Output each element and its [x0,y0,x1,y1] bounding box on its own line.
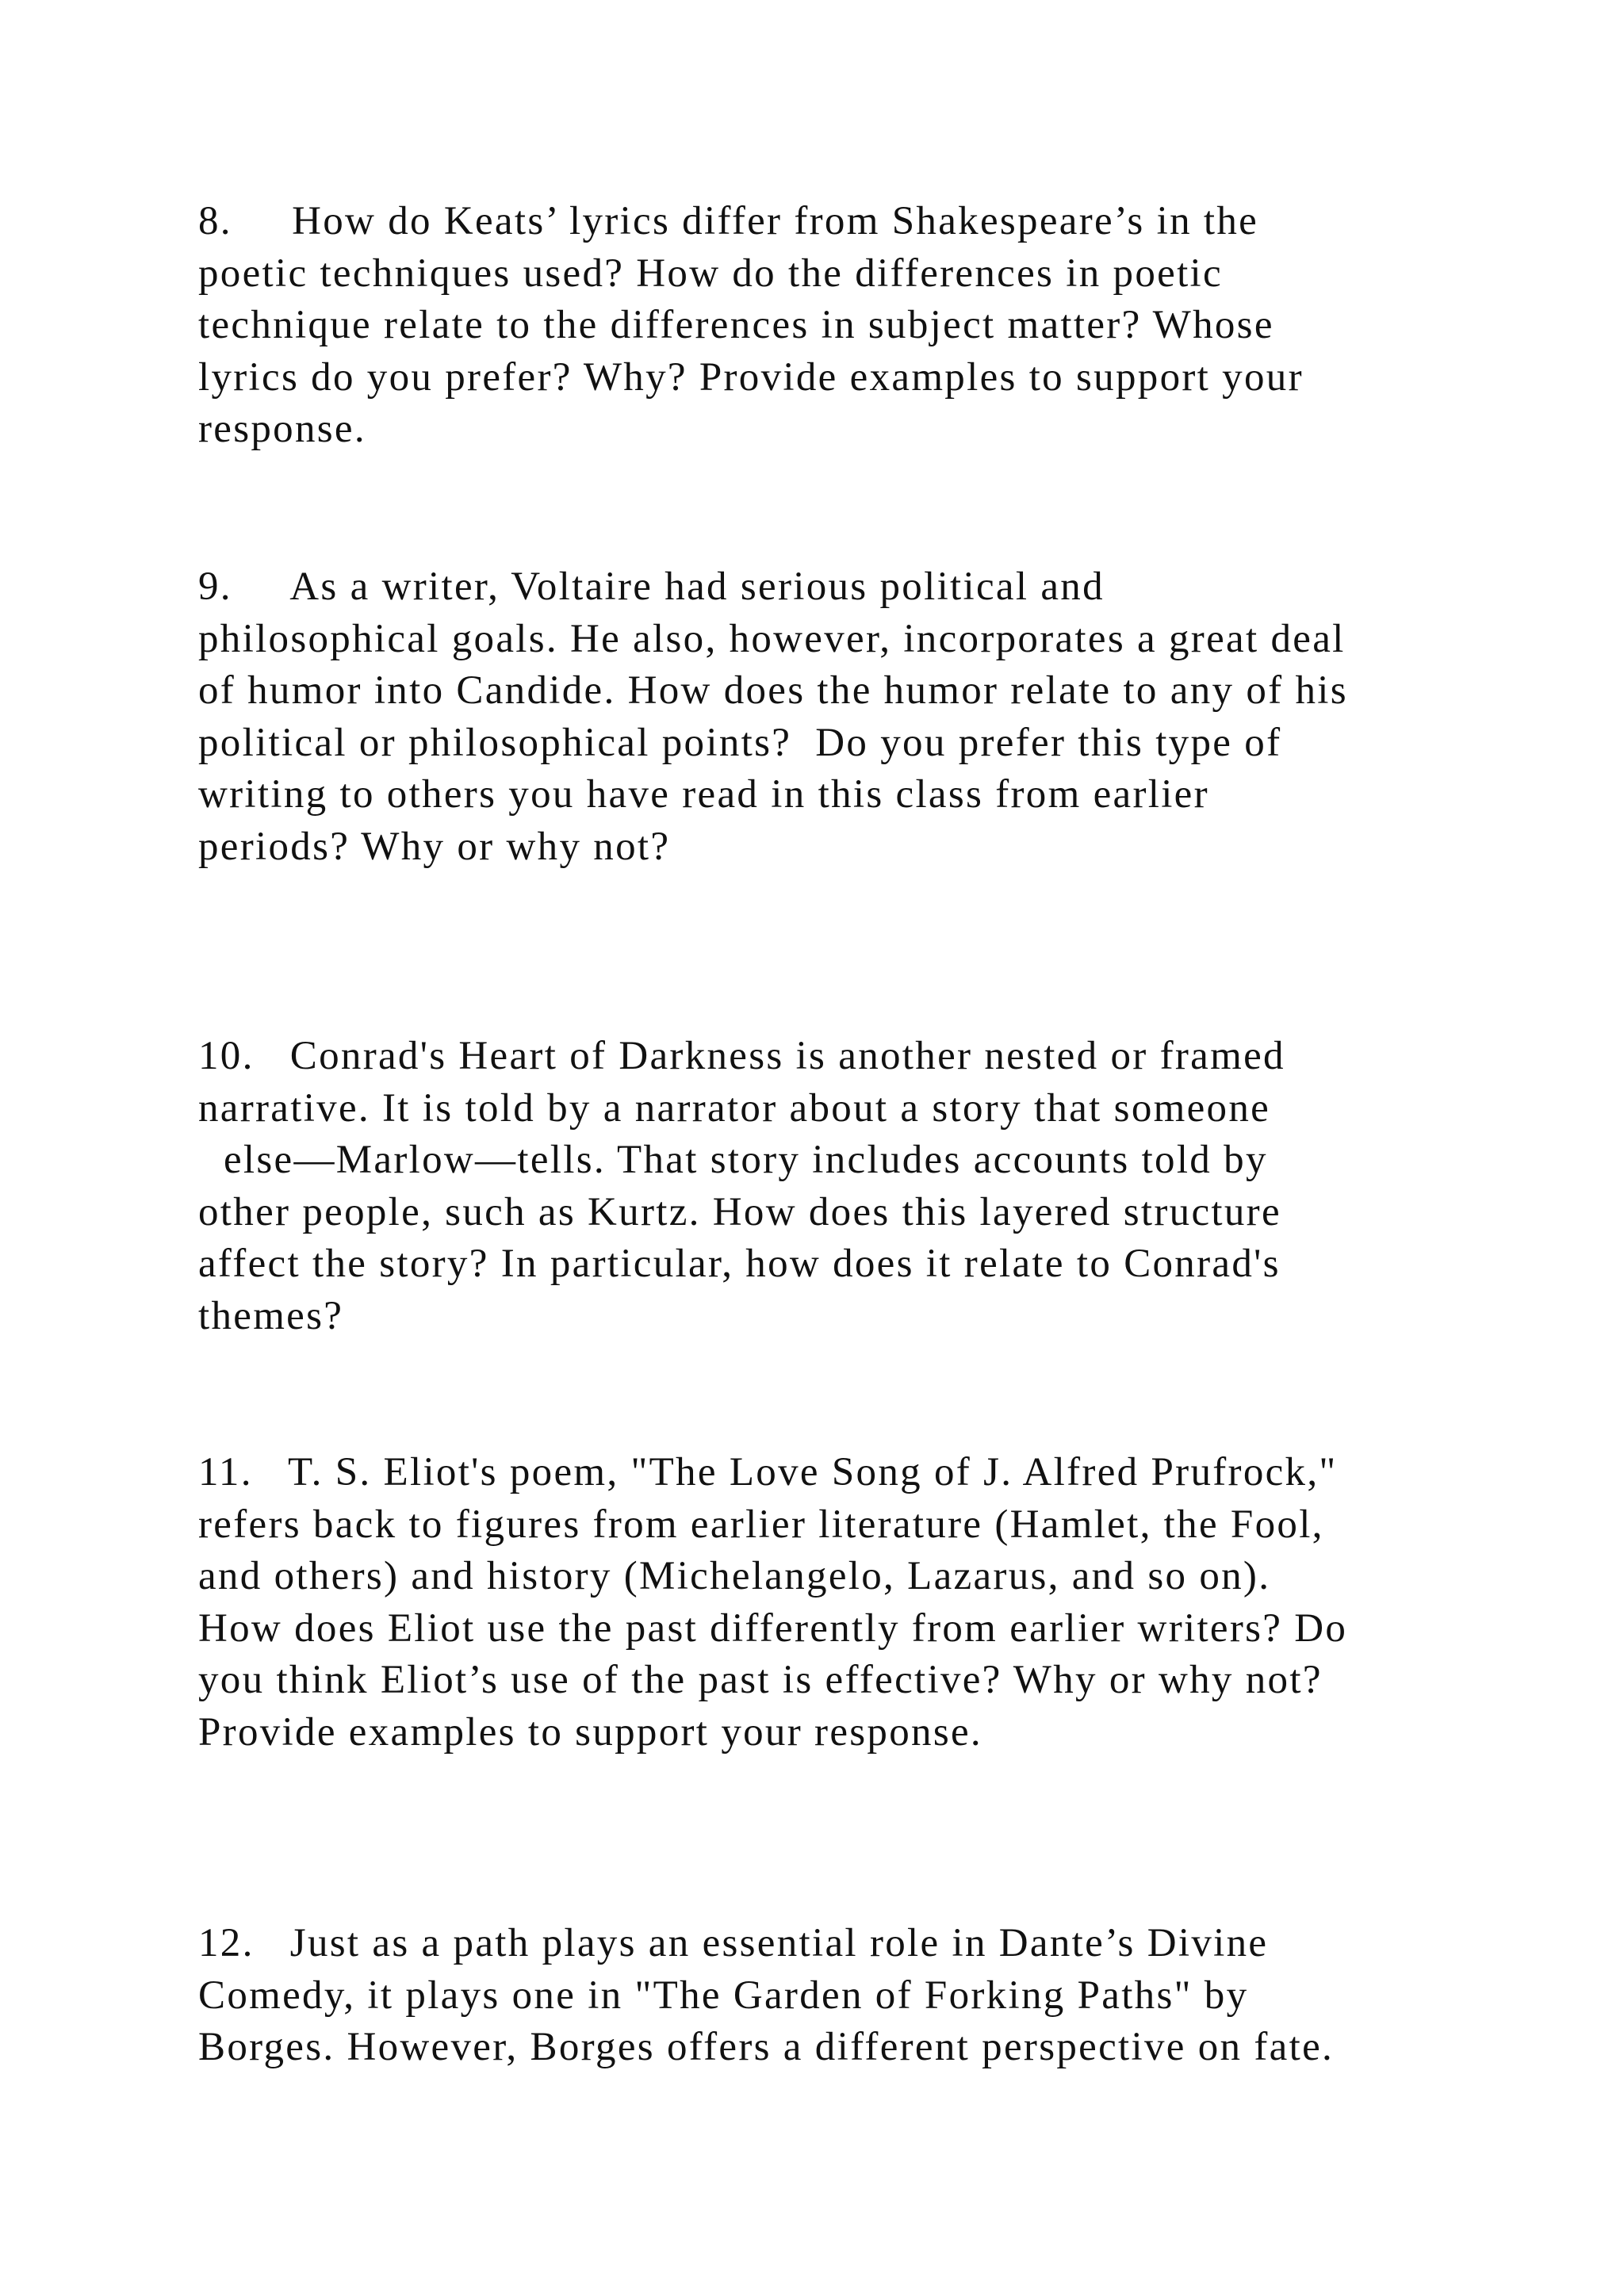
question-10-line: else—Marlow—tells. That story includes accounts told by [224,1138,1268,1182]
question-10-line: other people, such as Kurtz. How does this layered structure [198,1189,1281,1234]
question-12-line: 12. Just as a path plays an essential role in Dante’s Divine [198,1921,1269,1965]
question-10-line: 10. Conrad's Heart of Darkness is another nested or framed [198,1034,1285,1078]
question-9-line: philosophical goals. He also, however, incorporates a great deal [198,616,1346,661]
question-11-line: you think Eliot’s use of the past is effective? Why or why not? [198,1658,1323,1702]
question-9-line: 9. As a writer, Voltaire had serious political and [198,564,1105,609]
question-10-line: narrative. It is told by a narrator about a story that someone [198,1085,1271,1131]
question-11-line: How does Eliot use the past differently from earlier writers? Do [198,1605,1348,1651]
question-10-line: themes? [198,1293,344,1338]
question-11-line: and others) and history (Michelangelo, Lazarus, and so on). [198,1554,1271,1598]
question-9 [198,561,1467,873]
question-10 [198,1031,1467,1342]
question-9-line: writing to others you have read in this class from earlier [198,772,1209,817]
question-11-line: refers back to figures from earlier literature (Hamlet, the Fool, [198,1502,1324,1547]
question-9-line: of humor into Candide. How does the humor relate to any of his [198,668,1348,713]
question-8-line: 8. How do Keats’ lyrics differ from Shakespeare’s in the [198,199,1259,243]
question-12-line: Comedy, it plays one in "The Garden of Forking Paths" by [198,1973,1249,2018]
question-8-line: response. [198,407,366,451]
question-8-line: poetic techniques used? How do the differences in poetic [198,251,1223,296]
question-10-line: affect the story? In particular, how does it relate to Conrad's [198,1242,1281,1286]
question-8 [198,196,1467,456]
question-8-line: technique relate to the differences in subject matter? Whose [198,303,1274,347]
question-11 [198,1447,1467,1758]
question-12 [198,1918,1467,2074]
question-11-line: Provide examples to support your response. [198,1709,982,1755]
question-9-line: political or philosophical points? Do you prefer this type of [198,720,1282,765]
question-8-line: lyrics do you prefer? Why? Provide examples to support your [198,354,1304,400]
question-12-line: Borges. However, Borges offers a different perspective on fate. [198,2025,1335,2069]
question-9-line: periods? Why or why not? [198,824,671,869]
question-11-line: 11. T. S. Eliot's poem, "The Love Song of J. Alfred Prufrock," [198,1450,1338,1494]
